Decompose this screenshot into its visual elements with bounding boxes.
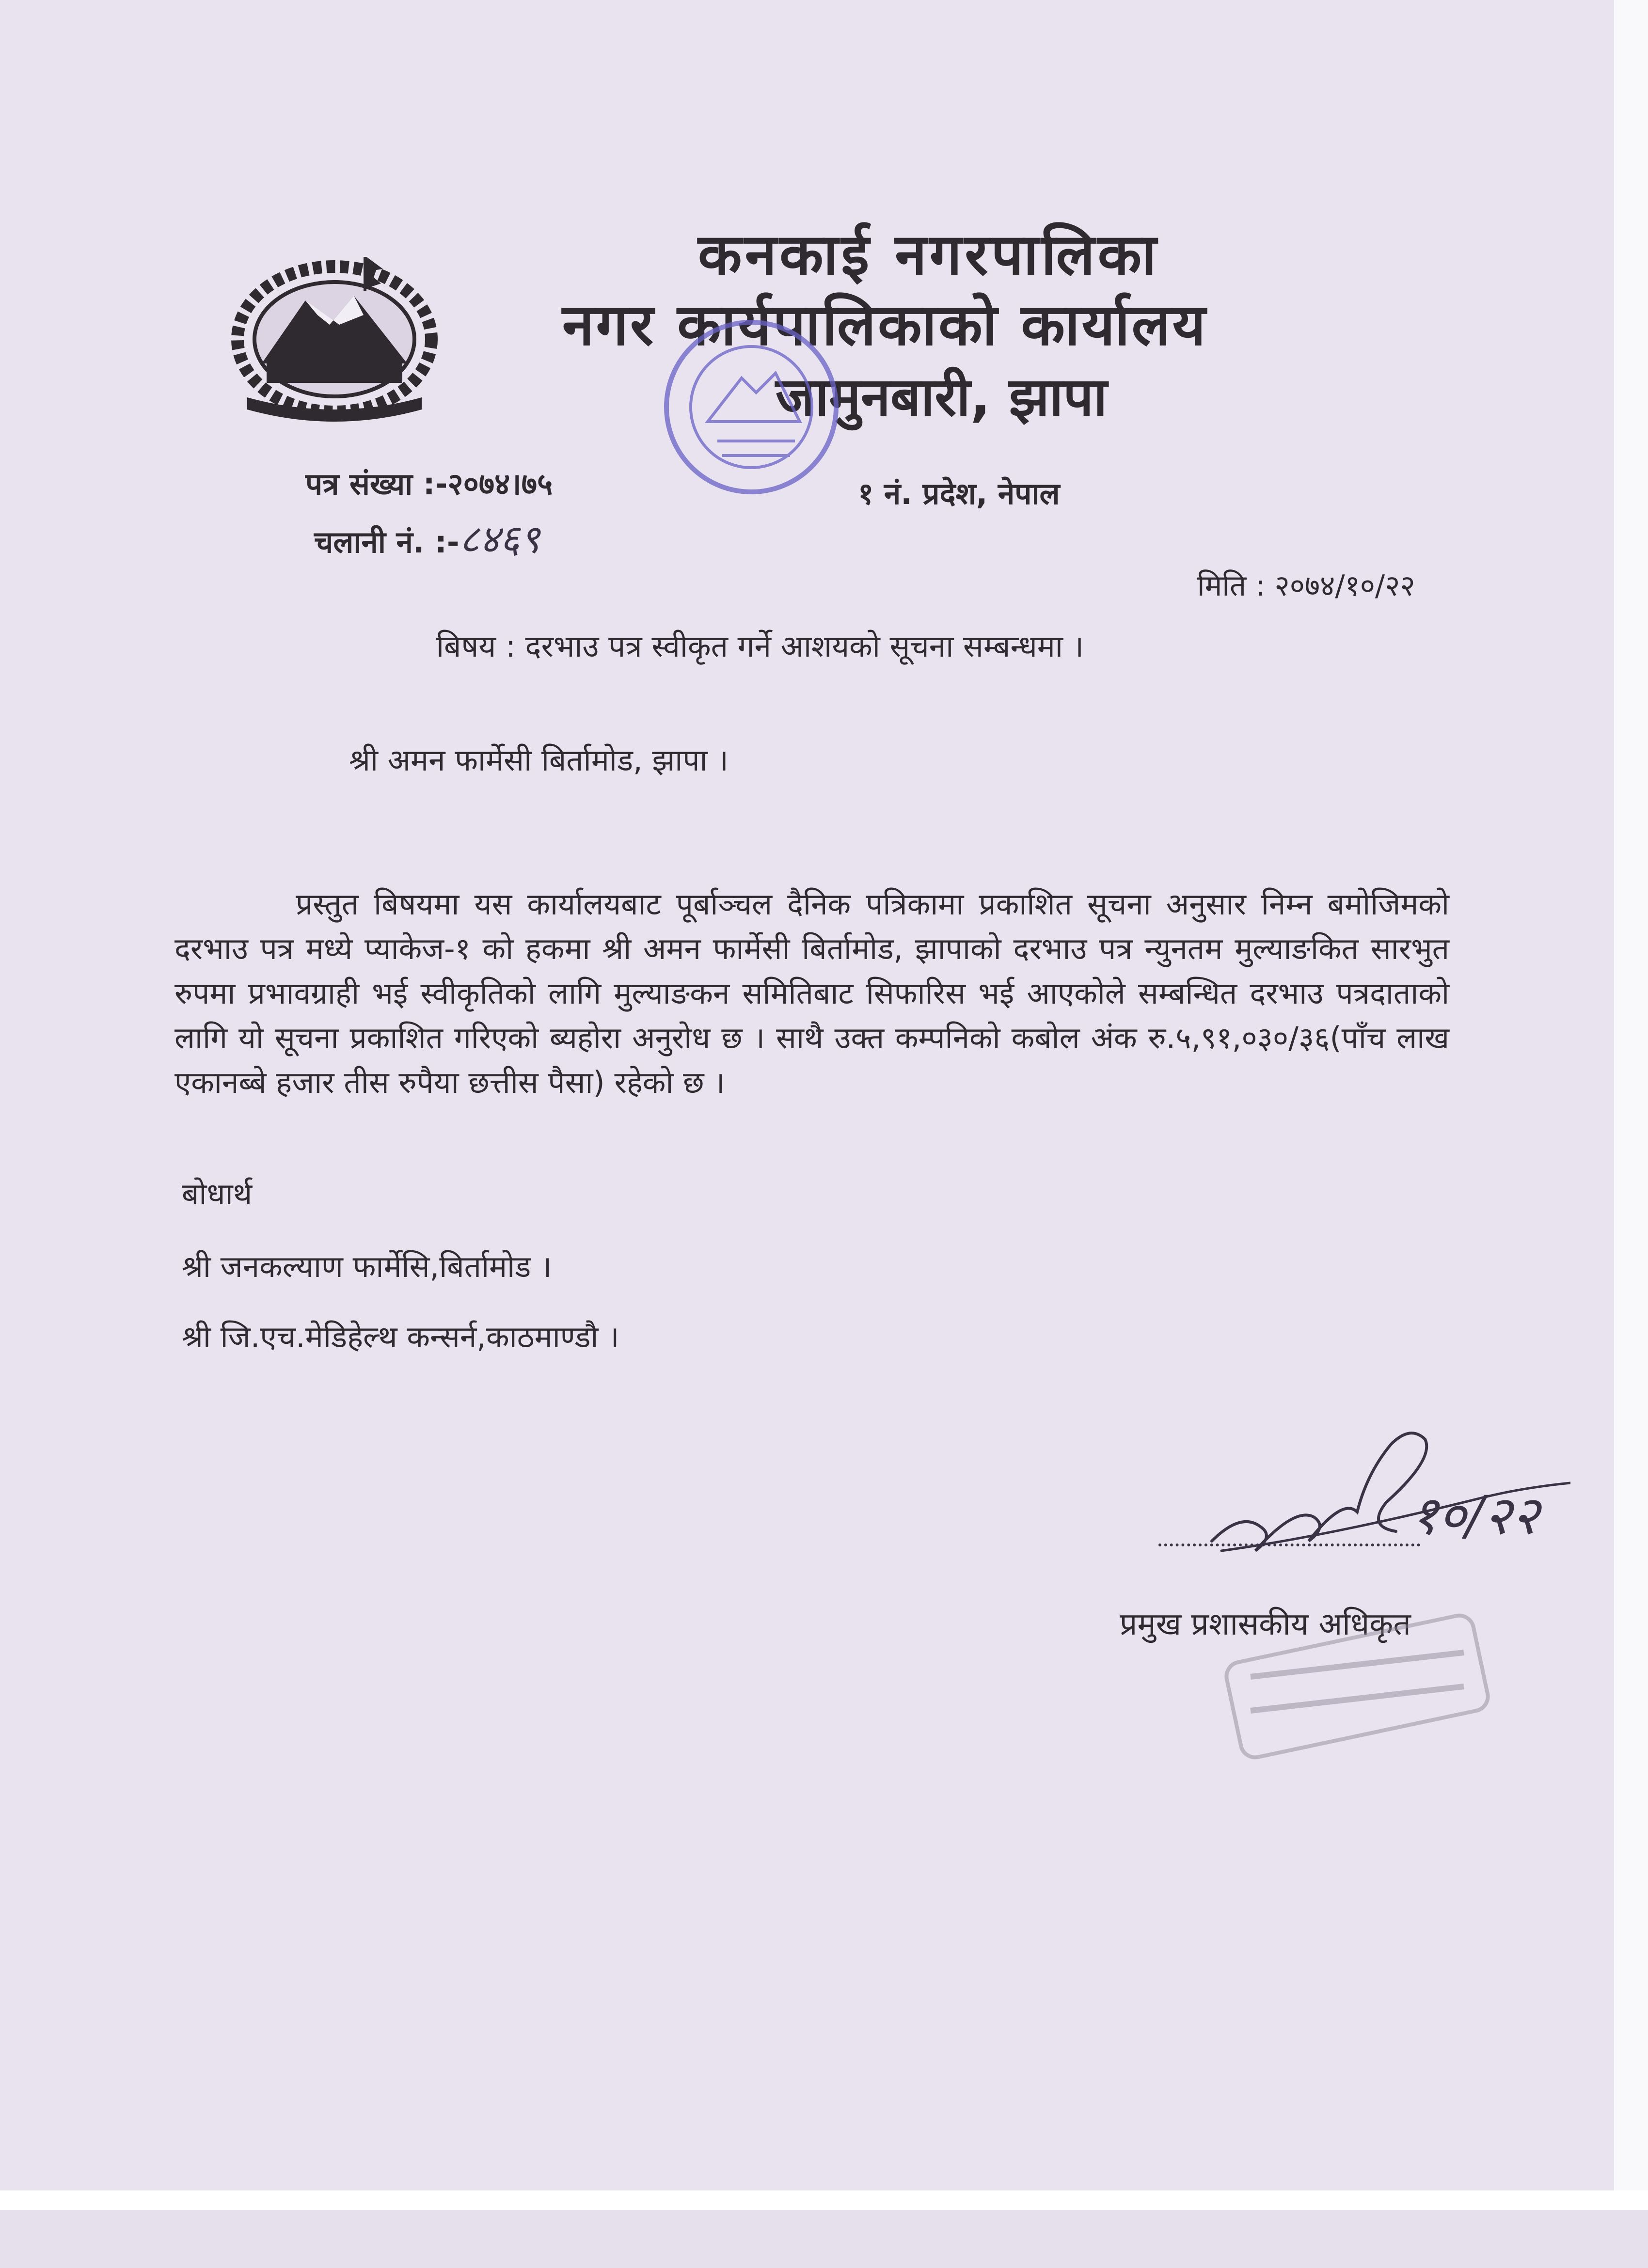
letter-body: प्रस्तुत बिषयमा यस कार्यालयबाट पूर्बाञ्चल दैनिक पत्रिकामा प्रकाशित सूचना अनुसार निम्न बमोजिमको दरभाउ पत्र मध्ये प्याकेज-१ को हकमा श्री अमन फार्मेसी बिर्तामोड, झापाको दरभाउ पत्र न्युनतम मुल्याङकित सारभुत रुपमा प्रभावग्राही भई स्वीकृतिको लागि मुल्याङकन समितिबाट सिफारिस भई आएकोले सम्बन्धित दरभाउ पत्रदाताको लागि यो सूचना प्रकाशित गरिएको ब्यहोरा अनुरोध छ । साथै उक्त कम्पनिको कबोल अंक रु.५,९१,०३०/३६(पाँच लाख एकानब्बे हजार तीस रुपैया छत्तीस पैसा) रहेको छ ।	[174, 886, 1449, 1100]
province-line: १ नं. प्रदेश, नेपाल	[858, 476, 1060, 511]
signature-date: १०/२२	[1410, 1484, 1539, 1546]
cc-heading: बोधार्थ	[182, 1176, 253, 1212]
office-seal-icon	[650, 310, 853, 523]
officer-stamp-icon	[1221, 1599, 1493, 1774]
letter-subject: बिषय : दरभाउ पत्र स्वीकृत गर्ने आशयको सूचना सम्बन्धमा ।	[436, 629, 1084, 664]
header-municipality: कनकाई नगरपालिका	[698, 221, 1159, 288]
header-location: जामुनबारी, झापा	[776, 366, 1108, 428]
scan-margin-bottom	[0, 2190, 1648, 2210]
dispatch-handwritten: ८४६९	[459, 517, 540, 562]
officer-title: प्रमुख प्रशासकीय अधिकृत	[1120, 1606, 1411, 1642]
header-office: नगर कार्यपालिकाको कार्यालय	[562, 291, 1208, 358]
letter-date: मिति : २०७४/१०/२२	[1197, 569, 1415, 603]
signature-mark	[1183, 1415, 1570, 1590]
scan-margin-bottom-2	[0, 2210, 1648, 2268]
letter-addressee: श्री अमन फार्मेसी बिर्तामोड, झापा ।	[349, 742, 729, 778]
signature-line	[1158, 1544, 1420, 1546]
nepal-emblem-icon	[218, 242, 451, 426]
dispatch-number	[314, 511, 540, 564]
dispatch-label: चलानी नं. :-	[314, 524, 460, 560]
cc-item: श्री जनकल्याण फार्मेसि,बिर्तामोड ।	[182, 1249, 552, 1284]
letter-number: पत्र संख्या :-२०७४।७५	[305, 466, 553, 502]
cc-item: श्री जि.एच.मेडिहेल्थ कन्सर्न,काठमाण्डौ ।	[182, 1319, 619, 1354]
scan-margin-right	[1614, 0, 1648, 2268]
